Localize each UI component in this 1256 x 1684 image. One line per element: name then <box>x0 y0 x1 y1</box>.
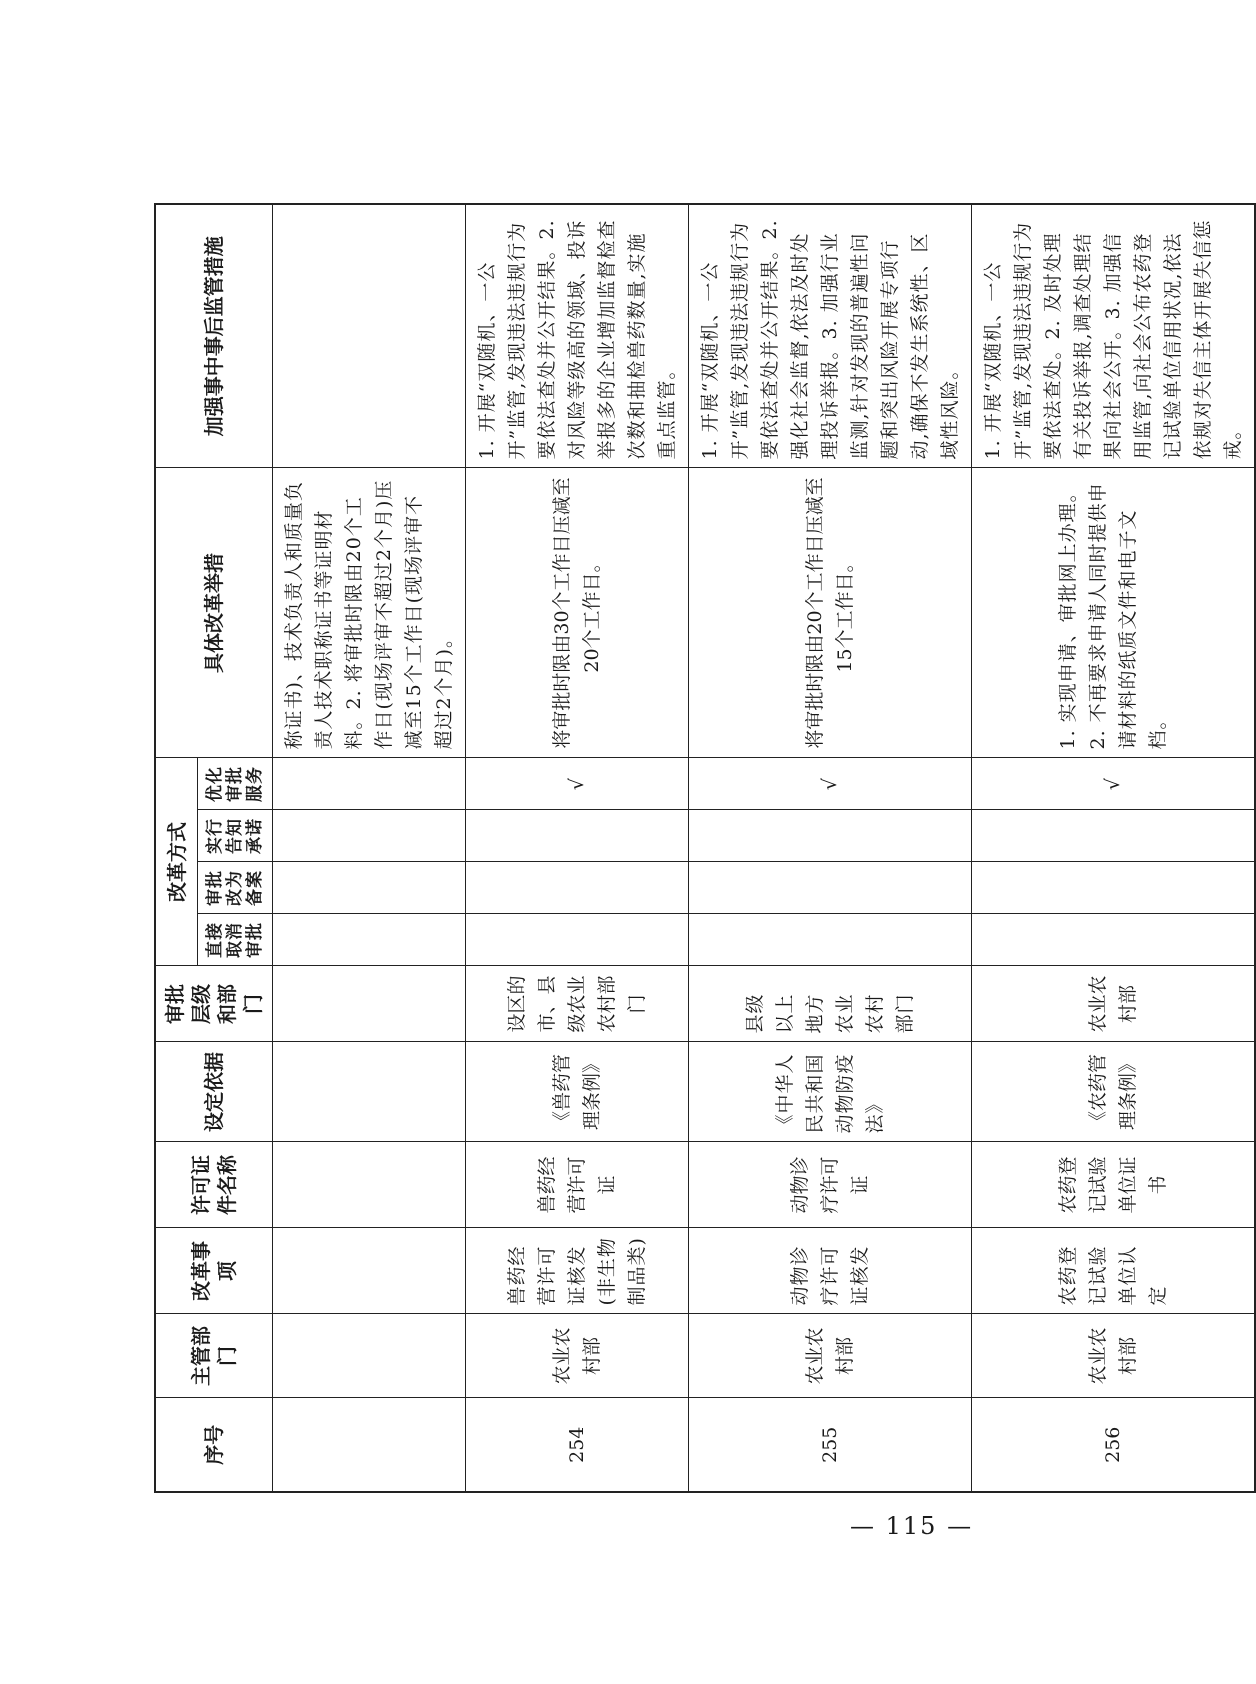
cell-cancel <box>689 914 972 966</box>
reform-table <box>154 205 1244 1493</box>
cell-basis: 《中华人民共和国动物防疫法》 <box>689 1042 972 1142</box>
table-row <box>273 204 466 1492</box>
cell-record <box>972 862 1256 914</box>
cell-cancel <box>273 914 466 966</box>
cell-seq: 255 <box>689 1398 972 1492</box>
cell-item: 兽药经营许可证核发(非生物制品类) <box>466 1228 689 1314</box>
cell-license: 兽药经营许可证 <box>466 1142 689 1228</box>
cell-supervision <box>273 204 466 468</box>
cell-supervision: 1. 开展“双随机、一公开”监管,发现违法违规行为要依法查处并公开结果。2. 强化社会监督,依法及时处理投诉举报。3. 加强行业监测,针对发现的普遍性问题和突出风险开展专项行动,确保不发生系统性、区域性风险。 <box>689 204 972 468</box>
cell-optimize: √ <box>972 758 1256 810</box>
cell-seq: 256 <box>972 1398 1256 1492</box>
cell-level <box>273 966 466 1042</box>
header-license: 许可证件名称 <box>155 1142 273 1228</box>
cell-optimize: √ <box>689 758 972 810</box>
cell-supervision: 1. 开展“双随机、一公开”监管,发现违法违规行为要依法查处并公开结果。2. 对风险等级高的领域、投诉举报多的企业增加监督检查次数和抽检兽药数量,实施重点监管。 <box>466 204 689 468</box>
header-mode: 改革方式 <box>155 758 198 966</box>
cell-seq <box>273 1398 466 1492</box>
cell-measures: 1. 实现申请、审批网上办理。2. 不再要求申请人同时提供申请材料的纸质文件和电子文档。 <box>972 468 1256 758</box>
cell-basis <box>273 1042 466 1142</box>
cell-level: 设区的市、县级农业农村部门 <box>466 966 689 1042</box>
cell-dept: 农业农村部 <box>972 1314 1256 1398</box>
cell-measures: 将审批时限由30个工作日压减至20个工作日。 <box>466 468 689 758</box>
cell-record <box>689 862 972 914</box>
cell-promise <box>466 810 689 862</box>
cell-measures: 将审批时限由20个工作日压减至15个工作日。 <box>689 468 972 758</box>
cell-seq: 254 <box>466 1398 689 1492</box>
cell-basis: 《农药管理条例》 <box>972 1042 1256 1142</box>
cell-level: 县级以上地方农业农村部门 <box>689 966 972 1042</box>
header-measures: 具体改革举措 <box>155 468 273 758</box>
cell-license <box>273 1142 466 1228</box>
cell-optimize: √ <box>466 758 689 810</box>
cell-optimize <box>273 758 466 810</box>
cell-item: 动物诊疗许可证核发 <box>689 1228 972 1314</box>
header-level: 审批层级和部门 <box>155 966 273 1042</box>
cell-license: 动物诊疗许可证 <box>689 1142 972 1228</box>
cell-dept <box>273 1314 466 1398</box>
cell-record <box>466 862 689 914</box>
header-row <box>155 204 198 1492</box>
cell-measures: 称证书)、技术负责人和质量负责人技术职称证书等证明材料。2. 将审批时限由20个工作日(现场评审不超过2个月)压减至15个工作日(现场评审不超过2个月)。 <box>273 468 466 758</box>
header-item: 改革事项 <box>155 1228 273 1314</box>
table-row <box>466 204 689 1492</box>
cell-item: 农药登记试验单位认定 <box>972 1228 1256 1314</box>
cell-license: 农药登记试验单位证书 <box>972 1142 1256 1228</box>
cell-promise <box>972 810 1256 862</box>
cell-basis: 《兽药管理条例》 <box>466 1042 689 1142</box>
cell-dept: 农业农村部 <box>689 1314 972 1398</box>
cell-dept: 农业农村部 <box>466 1314 689 1398</box>
cell-level: 农业农村部 <box>972 966 1256 1042</box>
cell-promise <box>273 810 466 862</box>
header-basis: 设定依据 <box>155 1042 273 1142</box>
header-seq: 序号 <box>155 1398 273 1492</box>
header-mode-optimize: 优化审批服务 <box>198 758 273 810</box>
header-mode-cancel: 直接取消审批 <box>198 914 273 966</box>
header-mode-record: 审批改为备案 <box>198 862 273 914</box>
cell-cancel <box>466 914 689 966</box>
table-row <box>972 204 1256 1492</box>
page-number: — 115 — <box>850 1512 974 1540</box>
rotated-table-area <box>154 205 1244 1493</box>
cell-promise <box>689 810 972 862</box>
cell-item <box>273 1228 466 1314</box>
cell-cancel <box>972 914 1256 966</box>
header-dept: 主管部门 <box>155 1314 273 1398</box>
cell-supervision: 1. 开展“双随机、一公开”监管,发现违法违规行为要依法查处。2. 及时处理有关投诉举报,调查处理结果向社会公开。3. 加强信用监管,向社会公布农药登记试验单位信用状况,依法依规对失信主体开展失信惩戒。 <box>972 204 1256 468</box>
header-supervision: 加强事中事后监管措施 <box>155 204 273 468</box>
header-mode-promise: 实行告知承诺 <box>198 810 273 862</box>
cell-record <box>273 862 466 914</box>
table-row <box>689 204 972 1492</box>
table <box>154 203 1256 1493</box>
